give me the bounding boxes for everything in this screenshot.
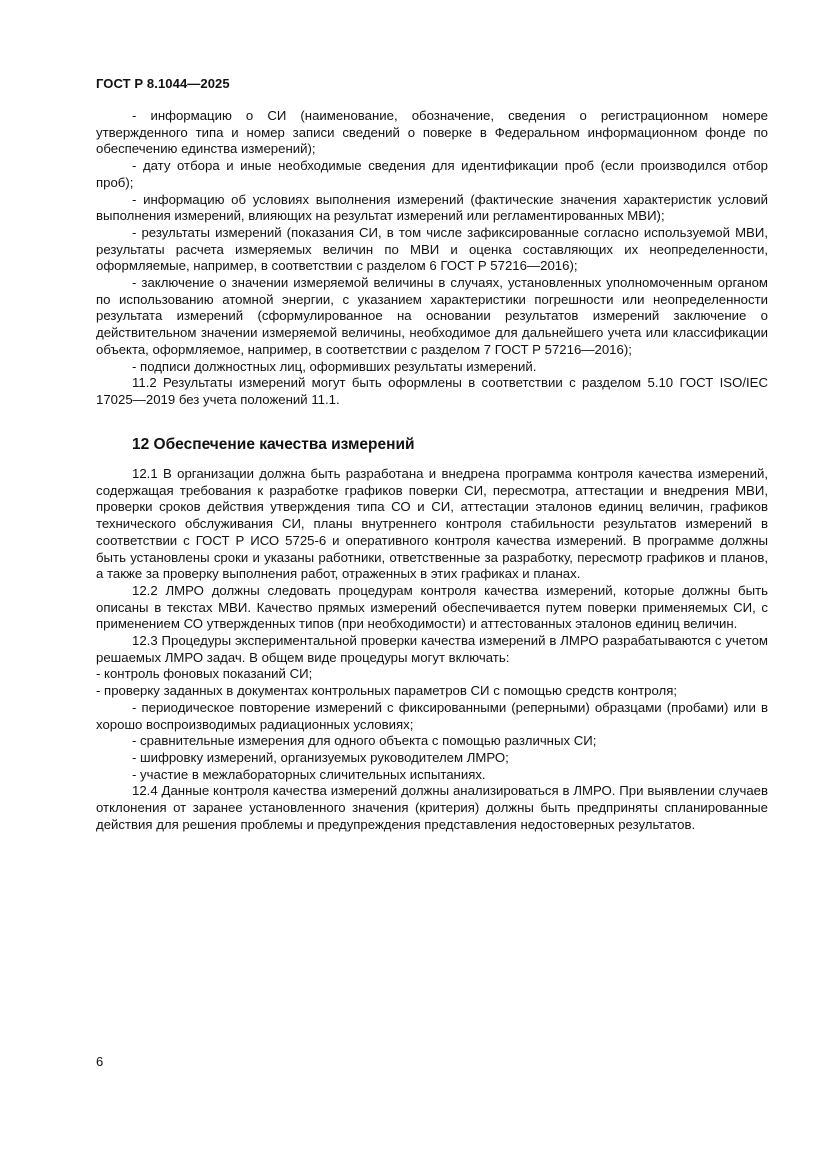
section-11-content	[96, 108, 768, 409]
list-item: - информацию об условиях выполнения измерений (фактические значения характеристик условий выполнения измерений, влияющих на результат измерений или регламентированных МВИ);	[96, 191, 768, 224]
section-12-content	[96, 466, 768, 833]
list-item: - проверку заданных в документах контрольных параметров СИ с помощью средств контроля;	[96, 683, 678, 699]
list-item: - заключение о значении измеряемой величины в случаях, установленных уполномоченным органом по использованию атомной энергии, с указанием характеристики погрешности или неопределенности результата измерений (сформулированное на основании результатов измерений заключение о действительном значении измеряемой величины, необходимое для дальнейшего учета или классификации объекта, оформляемое, например, в соответствии с разделом 7 ГОСТ Р 57216—2016);	[96, 275, 768, 357]
list-item: - шифровку измерений, организуемых руководителем ЛМРО;	[132, 749, 509, 765]
paragraph-12-4: 12.4 Данные контроля качества измерений должны анализироваться в ЛМРО. При выявлении случаев отклонения от заранее установленного значения (критерия) должны быть предприняты спланированные действия для решения проблемы и предупреждения представления недостоверных результатов.	[96, 783, 768, 832]
paragraph-11-2: 11.2 Результаты измерений могут быть оформлены в соответствии с разделом 5.10 ГОСТ ISO/IEC 17025—2019 без учета положений 11.1.	[96, 375, 768, 407]
section-12-title: 12 Обеспечение качества измерений	[132, 436, 415, 453]
list-item: - участие в межлабораторных сличительных испытаниях.	[132, 766, 486, 782]
list-item: - подписи должностных лиц, оформивших результаты измерений.	[132, 358, 537, 374]
list-item: - дату отбора и иные необходимые сведения для идентификации проб (если производился отбор проб);	[96, 158, 768, 190]
document-header: ГОСТ Р 8.1044—2025	[96, 76, 230, 91]
list-item: - периодическое повторение измерений с фиксированными (реперными) образцами (пробами) или в хорошо воспроизводимых радиационных условиях;	[96, 699, 768, 732]
list-item: - результаты измерений (показания СИ, в том числе зафиксированные согласно используемой МВИ, результаты расчета измеряемых величин по МВИ и оценка составляющих их неопределенности, оформляемые, например, в соответствии с разделом 6 ГОСТ Р 57216—2016);	[96, 224, 768, 274]
list-item: - сравнительные измерения для одного объекта с помощью различных СИ;	[132, 733, 597, 749]
list-item: - контроль фоновых показаний СИ;	[96, 666, 313, 682]
paragraph-12-1: 12.1 В организации должна быть разработана и внедрена программа контроля качества измерений, содержащая требования к разработке графиков поверки СИ, пересмотра, аттестации и внедрения МВИ, проверки сроков действия утверждения типа СО и СИ, аттестации эталонов единиц величин, графиков технического обслуживания СИ, планы внутреннего контроля стабильности результатов измерений в соответствии с ГОСТ Р ИСО 5725-6 и оперативного контроля качества измерений. В программе должны быть установлены сроки и указаны работники, ответственные за разработку, пересмотр графиков и планов, а также за проверку выполнения работ, отраженных в этих графиках и планах.	[96, 466, 768, 582]
paragraph-12-2: 12.2 ЛМРО должны следовать процедурам контроля качества измерений, которые должны быть описаны в текстах МВИ. Качество прямых измерений обеспечивается путем поверки применяемых СИ, с применением СО утвержденных типов (при необходимости) и аттестованных эталонов единиц величин.	[96, 582, 768, 632]
paragraph-12-3: 12.3 Процедуры экспериментальной проверки качества измерений в ЛМРО разрабатываются с учетом решаемых ЛМРО задач. В общем виде процедуры могут включать:	[96, 633, 768, 665]
list-item: - информацию о СИ (наименование, обозначение, сведения о регистрационном номере утвержденного типа и номер записи сведений о поверке в Федеральном информационном фонде по обеспечению единства измерений);	[96, 108, 768, 157]
page-number: 6	[96, 1054, 104, 1069]
